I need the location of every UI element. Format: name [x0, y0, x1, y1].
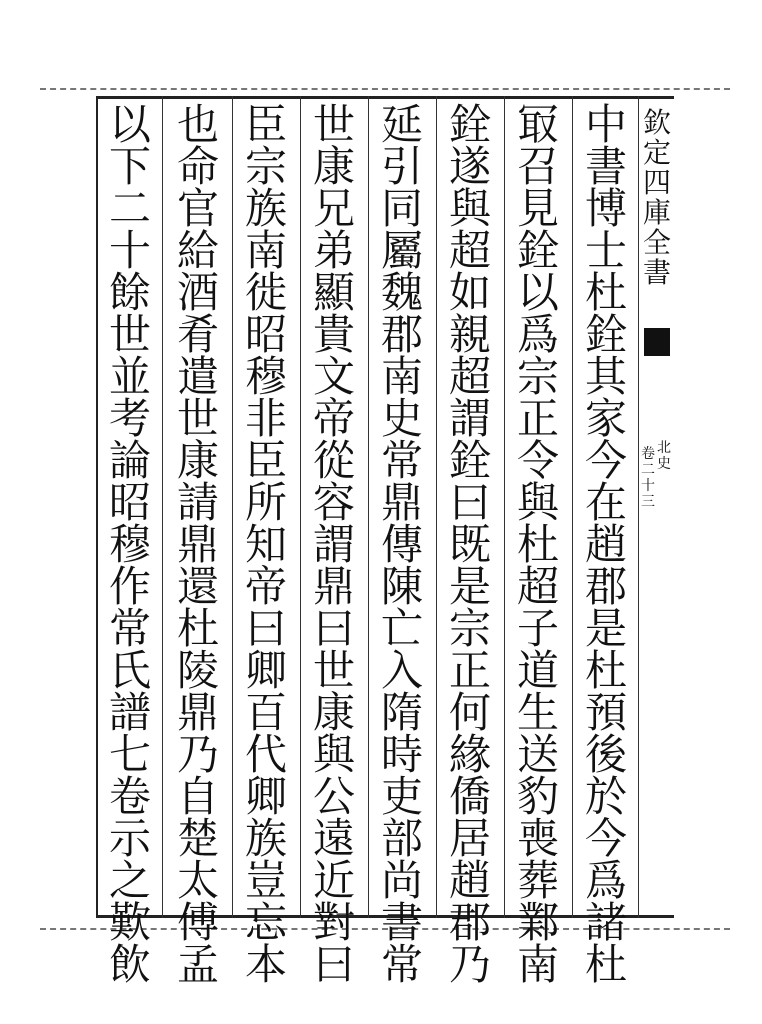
glyph: 乃 [176, 730, 219, 779]
glyph: 宗 [244, 142, 287, 191]
text-column-2 [506, 100, 570, 989]
glyph: 遠 [312, 814, 355, 863]
glyph: 延 [380, 100, 423, 149]
glyph: 論 [108, 436, 151, 485]
glyph: 臣 [244, 436, 287, 485]
glyph: 族 [244, 814, 287, 863]
glyph: 今 [584, 436, 627, 485]
glyph: 史 [380, 394, 423, 443]
glyph: 杜 [584, 940, 627, 989]
glyph: 譜 [108, 688, 151, 737]
glyph: 命 [176, 142, 219, 191]
glyph: 是 [584, 604, 627, 653]
glyph: 趙 [448, 856, 491, 905]
glyph: 氏 [108, 646, 151, 695]
glyph: 其 [584, 352, 627, 401]
glyph: 曰 [312, 940, 355, 989]
column-rule [232, 96, 233, 918]
glyph: 卿 [244, 646, 287, 695]
glyph: 太 [176, 856, 219, 905]
glyph: 北 [657, 440, 671, 456]
glyph: 魏 [380, 268, 423, 317]
glyph: 二 [108, 184, 151, 233]
glyph: 鄴 [516, 898, 559, 947]
glyph: 顯 [312, 268, 355, 317]
glyph: 超 [448, 352, 491, 401]
glyph: 代 [244, 730, 287, 779]
glyph: 四 [642, 166, 671, 199]
glyph: 同 [380, 184, 423, 233]
glyph: 楚 [176, 814, 219, 863]
glyph: 忘 [244, 898, 287, 947]
glyph: 以 [108, 100, 151, 149]
glyph: 入 [380, 646, 423, 695]
glyph: 遂 [448, 142, 491, 191]
glyph: 文 [312, 352, 355, 401]
glyph: 作 [108, 562, 151, 611]
glyph: 示 [108, 814, 151, 863]
glyph: 陵 [176, 646, 219, 695]
glyph: 郡 [584, 562, 627, 611]
glyph: 引 [380, 142, 423, 191]
glyph: 定 [642, 136, 671, 169]
glyph: 在 [584, 478, 627, 527]
glyph: 卿 [244, 772, 287, 821]
glyph: 官 [176, 184, 219, 233]
glyph: 士 [584, 226, 627, 275]
glyph: 所 [244, 478, 287, 527]
glyph: 欽 [642, 106, 671, 139]
margin-title [640, 108, 674, 288]
glyph: 喪 [516, 814, 559, 863]
glyph: 世 [312, 646, 355, 695]
glyph: 常 [108, 604, 151, 653]
column-rule [436, 96, 437, 918]
glyph: 親 [448, 310, 491, 359]
glyph: 與 [448, 184, 491, 233]
glyph: 也 [176, 100, 219, 149]
glyph: 對 [312, 898, 355, 947]
glyph: 世 [108, 310, 151, 359]
glyph: 穆 [108, 520, 151, 569]
glyph: 銓 [448, 436, 491, 485]
glyph: 從 [312, 436, 355, 485]
glyph: 吏 [380, 772, 423, 821]
glyph: 帝 [312, 394, 355, 443]
glyph: 杜 [584, 646, 627, 695]
glyph: 弟 [312, 226, 355, 275]
glyph: 送 [516, 730, 559, 779]
column-rule [162, 96, 163, 918]
glyph: 生 [516, 688, 559, 737]
glyph: 郡 [380, 310, 423, 359]
text-column-7 [166, 100, 230, 989]
glyph: 杜 [516, 520, 559, 569]
glyph: 是 [448, 562, 491, 611]
glyph: 貴 [312, 310, 355, 359]
glyph: 書 [380, 898, 423, 947]
glyph: 南 [516, 940, 559, 989]
glyph: 曰 [244, 604, 287, 653]
glyph: 書 [642, 256, 671, 289]
top-margin-dashes [40, 88, 730, 90]
glyph: 何 [448, 688, 491, 737]
glyph: 豈 [244, 856, 287, 905]
glyph: 郡 [448, 898, 491, 947]
glyph: 亡 [380, 604, 423, 653]
glyph: 昭 [244, 310, 287, 359]
glyph: 既 [448, 520, 491, 569]
glyph: 道 [516, 646, 559, 695]
glyph: 臣 [244, 100, 287, 149]
glyph: 歎 [108, 898, 151, 947]
glyph: 部 [380, 814, 423, 863]
glyph: 時 [380, 730, 423, 779]
glyph: 緣 [448, 730, 491, 779]
glyph: 常 [380, 436, 423, 485]
glyph: 鼎 [176, 688, 219, 737]
glyph: 族 [244, 184, 287, 233]
glyph: 預 [584, 688, 627, 737]
glyph: 爲 [516, 310, 559, 359]
glyph: 令 [516, 436, 559, 485]
glyph: 今 [584, 814, 627, 863]
glyph: 超 [448, 226, 491, 275]
glyph: 本 [244, 940, 287, 989]
glyph: 孟 [176, 940, 219, 989]
glyph: 公 [312, 772, 355, 821]
text-column-1 [574, 100, 638, 989]
glyph: 諸 [584, 898, 627, 947]
glyph: 傳 [380, 520, 423, 569]
text-column-3 [438, 100, 502, 989]
glyph: 於 [584, 772, 627, 821]
glyph: 隋 [380, 688, 423, 737]
glyph: 康 [312, 688, 355, 737]
glyph: 以 [516, 268, 559, 317]
glyph: 常 [380, 940, 423, 989]
glyph: 家 [584, 394, 627, 443]
glyph: 近 [312, 856, 355, 905]
glyph: 中 [584, 100, 627, 149]
column-rule [638, 96, 639, 918]
glyph: 十 [108, 226, 151, 275]
glyph: 與 [516, 478, 559, 527]
text-column-6 [234, 100, 298, 989]
glyph: 還 [176, 562, 219, 611]
glyph: 帝 [244, 562, 287, 611]
column-rule [504, 96, 505, 918]
margin-volume [640, 446, 656, 510]
glyph: 鼎 [380, 478, 423, 527]
glyph: 傅 [176, 898, 219, 947]
glyph: 博 [584, 184, 627, 233]
glyph: 考 [108, 394, 151, 443]
glyph: 知 [244, 520, 287, 569]
glyph: 肴 [176, 310, 219, 359]
glyph: 鼎 [312, 562, 355, 611]
glyph: 如 [448, 268, 491, 317]
glyph: 正 [516, 394, 559, 443]
glyph: 遣 [176, 352, 219, 401]
glyph: 正 [448, 646, 491, 695]
glyph: 謂 [448, 394, 491, 443]
glyph: 昭 [108, 478, 151, 527]
glyph: 宗 [516, 352, 559, 401]
glyph: 給 [176, 226, 219, 275]
glyph: 非 [244, 394, 287, 443]
text-column-5 [302, 100, 366, 989]
fishtail-mark [644, 328, 670, 356]
glyph: 僑 [448, 772, 491, 821]
glyph: 葬 [516, 856, 559, 905]
glyph: 兄 [312, 184, 355, 233]
glyph: 銓 [584, 310, 627, 359]
glyph: 史 [657, 456, 671, 472]
glyph: 乃 [448, 940, 491, 989]
glyph: 超 [516, 562, 559, 611]
glyph: 後 [584, 730, 627, 779]
glyph: 宗 [448, 604, 491, 653]
glyph: 卷 [641, 446, 655, 462]
text-column-4 [370, 100, 434, 989]
glyph: 銓 [448, 100, 491, 149]
glyph: 見 [516, 184, 559, 233]
glyph: 世 [312, 100, 355, 149]
glyph: 飲 [108, 940, 151, 989]
glyph: 十 [641, 478, 655, 494]
column-rule [300, 96, 301, 918]
column-rule [572, 96, 573, 918]
glyph: 之 [108, 856, 151, 905]
glyph: 南 [244, 226, 287, 275]
glyph: 三 [641, 494, 655, 510]
glyph: 爲 [584, 856, 627, 905]
glyph: 居 [448, 814, 491, 863]
glyph: 陳 [380, 562, 423, 611]
glyph: 請 [176, 478, 219, 527]
glyph: 謂 [312, 520, 355, 569]
glyph: 並 [108, 352, 151, 401]
glyph: 世 [176, 394, 219, 443]
glyph: 自 [176, 772, 219, 821]
glyph: 召 [516, 142, 559, 191]
glyph: 康 [312, 142, 355, 191]
glyph: 冣 [516, 100, 559, 149]
margin-book-name [656, 440, 672, 472]
glyph: 庫 [642, 196, 671, 229]
glyph: 豹 [516, 772, 559, 821]
glyph: 康 [176, 436, 219, 485]
glyph: 卷 [108, 772, 151, 821]
glyph: 杜 [176, 604, 219, 653]
glyph: 屬 [380, 226, 423, 275]
glyph: 趙 [584, 520, 627, 569]
glyph: 曰 [312, 604, 355, 653]
text-column-8 [98, 100, 162, 989]
glyph: 百 [244, 688, 287, 737]
glyph: 曰 [448, 478, 491, 527]
glyph: 酒 [176, 268, 219, 317]
glyph: 尚 [380, 856, 423, 905]
glyph: 書 [584, 142, 627, 191]
glyph: 餘 [108, 268, 151, 317]
glyph: 銓 [516, 226, 559, 275]
glyph: 下 [108, 142, 151, 191]
glyph: 徙 [244, 268, 287, 317]
glyph: 容 [312, 478, 355, 527]
glyph: 與 [312, 730, 355, 779]
glyph: 杜 [584, 268, 627, 317]
glyph: 子 [516, 604, 559, 653]
glyph: 七 [108, 730, 151, 779]
glyph: 全 [642, 226, 671, 259]
glyph: 鼎 [176, 520, 219, 569]
glyph: 穆 [244, 352, 287, 401]
glyph: 二 [641, 462, 655, 478]
glyph: 南 [380, 352, 423, 401]
column-rule [368, 96, 369, 918]
